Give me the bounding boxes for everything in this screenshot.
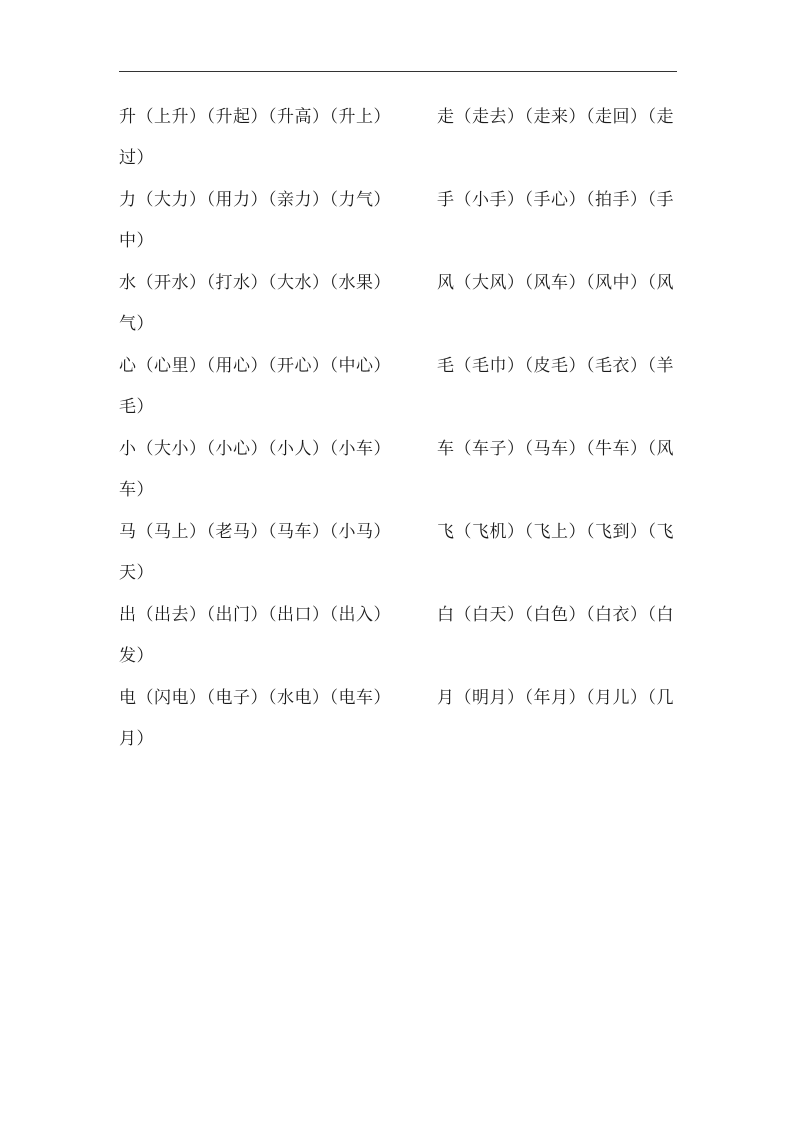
entry-right-line1: 走（走去）（走来）（走回）（走 xyxy=(437,107,674,127)
entry-right-line1: 风（大风）（风车）（风中）（风 xyxy=(437,273,674,293)
entry-right-line1: 白（白天）（白色）（白衣）（白 xyxy=(437,605,674,625)
entry-left: 小（大小）（小心）（小人）（小车） xyxy=(119,439,391,459)
entry-right-line2: 天） xyxy=(119,563,154,583)
entry-right-line2: 发） xyxy=(119,646,154,666)
entry-left: 出（出去）（出门）（出口）（出入） xyxy=(119,605,391,625)
entry-right-line2: 车） xyxy=(119,480,154,500)
entry-right-line1: 飞（飞机）（飞上）（飞到）（飞 xyxy=(437,522,674,542)
entry-right-line2: 中） xyxy=(119,231,154,251)
entry-right-line2: 过） xyxy=(119,148,154,168)
entry-left: 马（马上）（老马）（马车）（小马） xyxy=(119,522,391,542)
entry-right-line2: 月） xyxy=(119,729,154,749)
entry-left: 升（上升）（升起）（升高）（升上） xyxy=(119,107,391,127)
entry-right-line2: 毛） xyxy=(119,397,154,417)
entry-left: 水（开水）（打水）（大水）（水果） xyxy=(119,273,391,293)
entry-right-line1: 月（明月）（年月）（月儿）（几 xyxy=(437,688,674,708)
entry-right-line2: 气） xyxy=(119,314,154,334)
entry-right-line1: 毛（毛巾）（皮毛）（毛衣）（羊 xyxy=(437,356,674,376)
entry-right-line1: 车（车子）（马车）（牛车）（风 xyxy=(437,439,674,459)
entry-right-line1: 手（小手）（手心）（拍手）（手 xyxy=(437,190,674,210)
entry-left: 电（闪电）（电子）（水电）（电车） xyxy=(119,688,391,708)
entry-left: 心（心里）（用心）（开心）（中心） xyxy=(119,356,391,376)
entry-left: 力（大力）（用力）（亲力）（力气） xyxy=(119,190,391,210)
